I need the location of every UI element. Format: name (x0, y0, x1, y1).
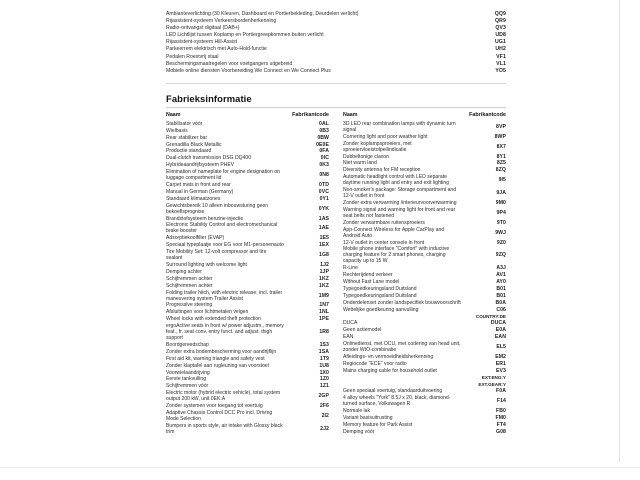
table-row (343, 388, 506, 394)
table-row (343, 307, 506, 313)
table-row (343, 286, 506, 292)
manufacturer-code: 9I5 (498, 177, 506, 184)
option-name: DUCA (343, 320, 358, 327)
table-row (166, 235, 329, 241)
manufacturer-code: 1E5 (319, 235, 329, 242)
table-row (343, 320, 506, 326)
option-name: 12-V outlet in center console in front (343, 239, 425, 246)
option-name: Mains charging cable for household outlet (343, 367, 437, 374)
option-name: Folding trailer hitch, with electric release; incl. trailer maneuvering system Trailer Assist (166, 289, 283, 302)
manufacturer-code: 1G8 (319, 252, 329, 259)
option-name: Typegoedkeuringsland Duitsland (343, 285, 417, 292)
manufacturer-code: 2I2 (321, 413, 329, 420)
table-row (343, 154, 506, 160)
table-row (166, 276, 329, 282)
manufacturer-code: EAN (494, 334, 506, 341)
option-name: Rear stabilizer bar (166, 134, 208, 141)
manufacturer-code: 8Z5 (496, 160, 506, 167)
option-name: Electronic Stability Control and electromechanical brake booster (166, 222, 278, 235)
manufacturer-code: 1X0 (319, 369, 329, 376)
option-name: Wettelijke goedkeuring aanvulling (343, 306, 419, 313)
table-row (166, 148, 329, 154)
table-row (343, 314, 506, 320)
table-row (166, 216, 329, 222)
table-row (343, 187, 506, 199)
option-name: Memory feature for Park Assist (343, 422, 413, 429)
option-name: Surround lighting with welcome light (166, 261, 247, 268)
option-name: Eerste tankvulling (166, 376, 207, 383)
manufacturer-code: 0FA (319, 148, 329, 155)
table-row (166, 290, 329, 302)
table-row (166, 25, 506, 31)
manufacturer-code: UG1 (495, 39, 506, 46)
option-name: Gewichtsbereik 10 alleen inbouwsturing geen bekoeflsprognise (166, 202, 268, 215)
option-name: Geen actiemodel (343, 327, 382, 334)
option-name: Typegoedkeuringsland Duitsland (343, 292, 417, 299)
manufacturer-code: AV1 (496, 272, 506, 279)
manufacturer-code: 1Z0 (319, 376, 329, 383)
section-divider (166, 83, 506, 84)
table-row (166, 423, 329, 435)
table-row (343, 160, 506, 166)
option-name: 4 alloy wheels "York" 8.5J x 20, black, diamond-turned surface, Volkswagen R (343, 395, 451, 408)
manufacturer-code: DUCA (490, 320, 506, 327)
manufacturer-code: AY0 (496, 279, 506, 286)
manufacturer-code: 1PE (319, 316, 329, 323)
option-name: Variant basisuitrusting (343, 415, 393, 422)
title-underline (166, 107, 506, 108)
table-row (166, 410, 329, 422)
table-row (166, 249, 329, 261)
table-row (343, 354, 506, 360)
manufacturer-code: A3J (496, 265, 506, 272)
option-name: Stabilisator vóór (166, 120, 203, 127)
table-row (343, 422, 506, 428)
option-name: Schijfremmen achter (166, 275, 213, 282)
option-name: Beschermingsmaatregelen voor voetgangers uitgebreid (166, 60, 293, 67)
option-name: Zonder klaptafel aan rugleuning van voorstoel (166, 362, 269, 369)
option-name: Electric motor (hybrid electric vehicle), total system output 200 kW, unit 0EK.A (166, 390, 281, 403)
table-row (343, 227, 506, 239)
option-name: Parkeerrem elektrisch met Auto-Hold-functie (166, 46, 267, 53)
option-name: Speciaal typeplaatje voor EG voor M1-personenauto (166, 242, 284, 249)
manufacturer-code: YO5 (495, 67, 506, 74)
manufacturer-code: FB0 (496, 408, 506, 415)
header-name-right: Naam (343, 112, 358, 119)
manufacturer-code: 0N8 (319, 172, 329, 179)
option-name: Carpet mats in front and rear (166, 181, 231, 188)
option-name: Afleidings- en vermoeidheidsherkenning (343, 354, 434, 360)
table-row (166, 262, 329, 268)
table-row (166, 196, 329, 202)
table-row (166, 283, 329, 289)
manufacturer-code: 9JA (496, 190, 506, 197)
table-row (166, 189, 329, 195)
option-name: Onlinedienst, met OCU, met codering van head unit, zonder WtO-combinatie (343, 341, 461, 354)
table-row (343, 293, 506, 299)
option-name: Schijfremmen achter (166, 282, 213, 289)
manufacturer-code: B01 (496, 285, 506, 292)
manufacturer-code: 9ZQ (495, 252, 506, 259)
manufacturer-code: 0VC (318, 188, 329, 195)
column-left-header (166, 112, 329, 118)
manufacturer-code: 1AE (318, 225, 329, 232)
manufacturer-code: 0Y1 (319, 195, 329, 202)
table-row (166, 142, 329, 148)
manufacturer-code: 9T0 (496, 219, 506, 226)
manufacturer-code: 1J2 (320, 261, 329, 268)
table-row (343, 429, 506, 435)
manufacturer-code: 0AL (319, 120, 329, 127)
table-row (166, 222, 329, 234)
manufacturer-code: ER1 (495, 360, 506, 367)
manufacturer-code: FT4 (496, 422, 506, 429)
manufacturer-code: B0A (495, 299, 506, 306)
table-row (166, 390, 329, 402)
table-row (166, 363, 329, 369)
manufacturer-code: 1U8 (319, 362, 329, 369)
option-name: Progressive steering (166, 302, 213, 309)
table-row (166, 162, 329, 168)
option-name: Regiocode "ECE" voor radio (343, 360, 407, 367)
manufacturer-code: 1KZ (319, 275, 329, 282)
manufacturer-code: 2J2 (320, 425, 329, 432)
option-name: Productie standaard (166, 148, 212, 155)
option-name: Grenadilla Black Metallic (166, 141, 222, 148)
page-bottom-rule (0, 467, 640, 468)
table-row (343, 265, 506, 271)
column-left-rows (166, 121, 329, 435)
manufacturer-code: 0K3 (319, 162, 329, 169)
option-name: EAN (343, 334, 354, 341)
table-row (343, 408, 506, 414)
manufacturer-code: 1S3 (319, 342, 329, 348)
manufacturer-code: 9M0 (495, 199, 506, 206)
option-name: Rijassistent-systeem Verkeersbordenherkenning (166, 18, 277, 25)
table-row (343, 121, 506, 133)
table-row (166, 302, 329, 308)
option-name: Onderdelenset zonder landspecifiek bouwvoorschrift (343, 299, 461, 306)
option-name: Voorwielaandrijving (166, 369, 210, 376)
manufacturer-code: 1NL (319, 309, 329, 316)
option-name: Manual in German (Germany) (166, 188, 234, 195)
manufacturer-code: F0A (496, 388, 506, 395)
manufacturer-code: 0BW (317, 134, 329, 141)
manufacturer-code: UH2 (495, 46, 506, 53)
manufacturer-code: 1M9 (318, 292, 329, 299)
manufacturer-code: 8WP (494, 133, 506, 140)
manufacturer-code: F14 (496, 398, 506, 405)
table-row (343, 334, 506, 340)
option-name: Boordgereedschap (166, 342, 209, 348)
manufacturer-code: FM0 (495, 415, 506, 422)
table-row (166, 155, 329, 161)
table-row (343, 382, 506, 388)
manufacturer-code: 0B3 (319, 127, 329, 134)
option-name: Automatic headlight control with LED separate daytime running light and entry and exit lighting (343, 174, 449, 187)
table-row (343, 240, 506, 246)
manufacturer-code: 0IC (320, 155, 329, 162)
column-right (336, 112, 506, 436)
manufacturer-code: C06 (496, 306, 506, 313)
table-row (166, 203, 329, 215)
option-name: Warning signal and warning light for front and rear seat belts not fastened (343, 206, 456, 219)
manufacturer-code: 1R8 (319, 329, 329, 336)
option-name: Zonder verwarmbare ruitensproeiers (343, 219, 425, 226)
table-row (343, 167, 506, 173)
option-name: 3D LED rear combination lamps with dynamic turn signal (343, 120, 456, 133)
table-row (166, 356, 329, 362)
option-name: Normale lak (343, 408, 371, 415)
table-row (166, 121, 329, 127)
manufacturer-code: 1JP (319, 268, 329, 275)
manufacturer-code: G08 (496, 428, 506, 435)
option-name: Dual-clutch transmission DSG DQ400 (166, 155, 252, 162)
table-row (166, 316, 329, 322)
option-name: Zonder extra bodembescherming voor aandrijflijn (166, 348, 277, 355)
manufacturer-code: COUNTRY:DE (475, 313, 506, 319)
option-name: Demping vóór (343, 428, 375, 435)
manufacturer-code: 2F6 (319, 403, 329, 410)
manufacturer-code: VL1 (496, 60, 506, 67)
table-row (343, 141, 506, 153)
table-row (166, 269, 329, 275)
equipment-continuation-list (166, 11, 506, 74)
table-row (166, 182, 329, 188)
manufacturer-code: EXT.GEAR:Y (478, 381, 506, 387)
manufacturer-code: E0A (495, 327, 506, 334)
table-row (343, 327, 506, 333)
table-row (343, 415, 506, 421)
manufacturer-code: 2GP (318, 393, 329, 400)
option-name: Radio-ontvangst digitaal (DAB+) (166, 25, 240, 32)
option-name: Cornering light and poor weather light (343, 133, 428, 140)
table-row (166, 242, 329, 248)
table-row (166, 61, 506, 67)
table-row (343, 341, 506, 353)
table-row (166, 68, 506, 74)
manufacturer-code: 8X7 (496, 143, 506, 150)
option-name: Zonder extra verwarming /interieurvoorverwarming (343, 199, 457, 206)
option-name: Dubbeltonige claxon (343, 153, 389, 160)
table-row (343, 368, 506, 374)
header-code-left: Fabrikantcode (292, 112, 329, 119)
option-name: Mobile phone interface "Comfort" with inductive charging feature for 2 smart phones, charging capacity up to 15 W (343, 246, 450, 265)
option-name: Rechterijdend verkeer (343, 272, 393, 279)
manufacturer-code: EM2 (495, 354, 506, 360)
table-row (166, 309, 329, 315)
manufacturer-code: 0TD (319, 181, 329, 188)
option-name: Zonder koplampsproeiers, met sproeiervloeistofpeilindicatie (343, 140, 412, 153)
table-row (343, 220, 506, 226)
option-name: Ambianteverlichting (30 Kleuren, Dashboard en Portierbekleding, Deurdelen verlicht) (166, 11, 359, 17)
table-row (166, 18, 506, 24)
table-row (166, 383, 329, 389)
table-row (166, 403, 329, 409)
manufacturer-code: EV3 (496, 367, 506, 374)
table-row (166, 54, 506, 60)
option-name: Standaard klimaatzones (166, 195, 221, 202)
table-row (166, 349, 329, 355)
option-name: Wielbasis (166, 127, 188, 134)
manufacturer-code: 8VP (496, 123, 506, 130)
manufacturer-code: 9WJ (495, 229, 506, 236)
table-row (343, 200, 506, 206)
table-row (343, 272, 506, 278)
header-code-right: Fabrikantcode (469, 112, 506, 119)
table-row (166, 135, 329, 141)
option-name: First aid kit, warning triangle and safety vest (166, 355, 265, 362)
manufacturer-code: VF1 (496, 53, 506, 60)
manufacturer-code: 8ZQ (495, 167, 506, 174)
table-row (166, 169, 329, 181)
table-row (166, 11, 506, 17)
table-row (166, 128, 329, 134)
manufacturer-code: 1T9 (319, 355, 329, 362)
table-row (166, 32, 506, 38)
manufacturer-code: 1N7 (319, 302, 329, 309)
page-title: Fabrieksinformatie (166, 92, 252, 104)
manufacturer-code: QV3 (495, 25, 506, 32)
table-row (166, 323, 329, 341)
table-row (343, 134, 506, 140)
manufacturer-code: B01 (496, 292, 506, 299)
manufacturer-code: EL5 (496, 344, 506, 351)
option-name: Bumpers in sports style, air intake with Glossy black trim (166, 422, 283, 435)
option-name: Niet warm land (343, 160, 377, 167)
option-name: Afsluitingen voor lichtmetalen velgen (166, 309, 249, 316)
option-name: Elimination of nameplate for engine designation on luggage compartment lid (166, 169, 280, 182)
manufacturer-code: 0YK (318, 205, 329, 212)
option-name: Geen speciaal voertuig, standaarduitvoering (343, 388, 443, 395)
option-name: Adaptive Chassis Control DCC Pro incl. Driving Mode Selection (166, 410, 273, 423)
option-name: Diversity antenna for FM reception (343, 167, 421, 174)
table-row (166, 342, 329, 348)
manufacturer-code: UD8 (495, 32, 506, 39)
option-name: Rijassistent-systeem Hill-Assist (166, 39, 238, 46)
manufacturer-code: 1SA (318, 348, 329, 355)
table-row (343, 279, 506, 285)
option-name: Adsorptiekoolfilter (EVAP) (166, 235, 225, 242)
table-row (166, 39, 506, 45)
option-name: Hybrideaandrijfsysteem PHEV (166, 162, 235, 169)
option-name: R-Line (343, 265, 358, 272)
option-name: Demping achter (166, 268, 202, 275)
table-row (343, 246, 506, 264)
manufacturer-code: QQ9 (494, 11, 506, 17)
manufacturer-code: 9P4 (496, 209, 506, 216)
table-row (343, 375, 506, 381)
option-name: Non-smoker's package: Storage compartment and 12-V outlet in front (343, 187, 457, 200)
table-row (166, 46, 506, 52)
column-left (166, 112, 336, 436)
option-name: Zonder systemen voor toegang tot voertuig (166, 403, 263, 410)
factory-info-columns (166, 112, 506, 436)
manufacturer-code: 1AS (318, 215, 329, 222)
table-row (343, 395, 506, 407)
option-name: App-Connect Wireless for Apple CarPlay and Android Auto (343, 226, 445, 239)
table-row (166, 376, 329, 382)
document-content (166, 11, 506, 436)
table-row (343, 361, 506, 367)
option-name: LED Lichtlijst tussen Koplamp en Portiergreepkommen buiten verlicht (166, 32, 324, 39)
header-name-left: Naam (166, 112, 181, 119)
column-right-rows (343, 121, 506, 435)
option-name: Brandstofsysteem benzine-injectie (166, 215, 244, 222)
manufacturer-code: 1KZ (319, 282, 329, 289)
manufacturer-code: QR9 (495, 18, 506, 25)
table-row (343, 174, 506, 186)
manufacturer-code: 8Y1 (496, 153, 506, 160)
option-name: Without Fast Lane model (343, 279, 400, 286)
manufacturer-code: 1Z1 (319, 383, 329, 390)
table-row (343, 207, 506, 219)
column-right-header (343, 112, 506, 118)
option-name: Schijfremmen vóór (166, 383, 209, 390)
table-row (166, 370, 329, 376)
manufacturer-code: 0E0E (316, 141, 329, 148)
option-name: Tire Mobility Set: 12-volt compressor and tire sealant (166, 249, 267, 262)
option-name: Wheel locks with extended theft protection (166, 316, 261, 323)
page-right-rule (619, 0, 620, 462)
table-row (343, 300, 506, 306)
option-name: Pedalen Roestvrij staal (166, 53, 219, 60)
manufacturer-code: 1EX (319, 242, 329, 249)
manufacturer-code: 9Z0 (496, 239, 506, 246)
option-name: ergoActive seats in front w/ power adjustm., memory feat., fr. seat conv. entry funct. and adjust. thigh support (166, 323, 284, 342)
option-name: Mobiele online diensten Voorbereiding We Connect en We Connect Plus (166, 67, 331, 74)
manufacturer-code: EXT.ENG:Y (481, 374, 506, 380)
